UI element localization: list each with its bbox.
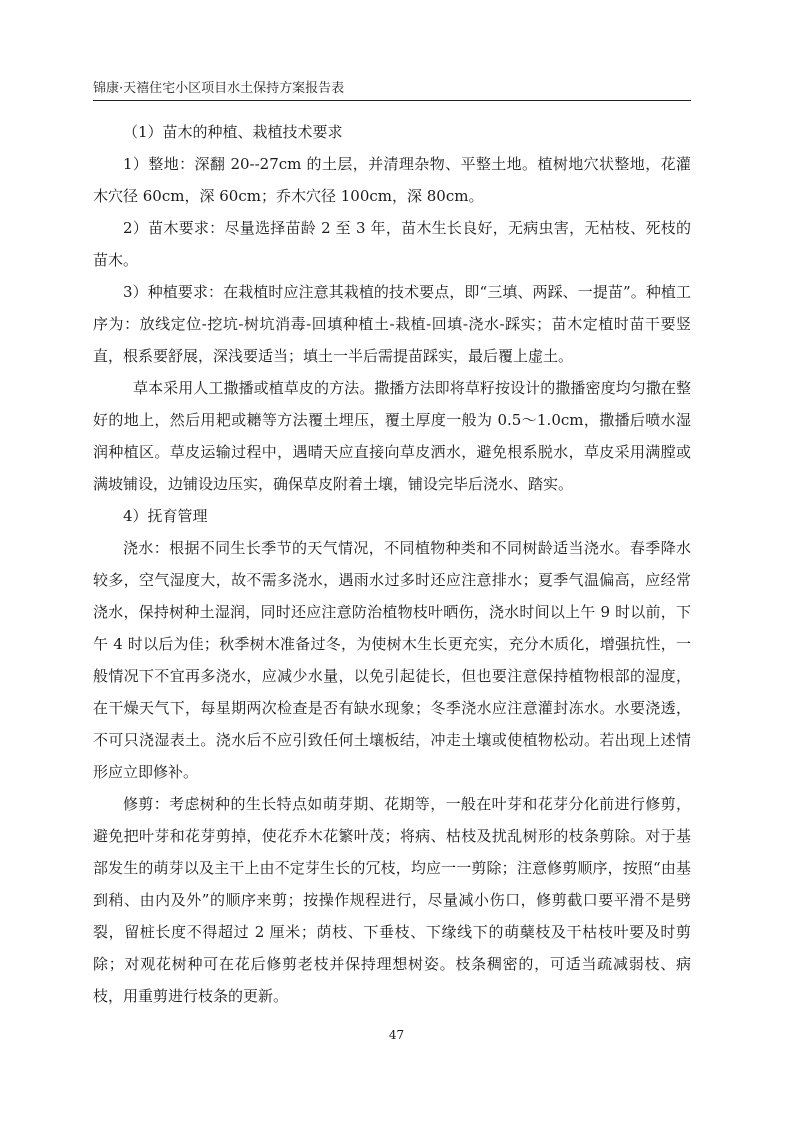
page-number: 47 — [388, 1028, 405, 1042]
paragraph-grass-sowing: 草本采用人工撒播或植草皮的方法。撒播方法即将草籽按设计的撒播密度均匀撒在整好的地上，然后用耙或耱等方法覆土埋压，覆土厚度一般为 0.5～1.0cm，撒播后喷水湿润种植区。草皮运输过程中，遇晴天应直接向草皮洒水，避免根系脱水，草皮采用满膛或满坡铺设，边铺设边压实，确保草皮附着土壤，铺设完毕后浇水、踏实。 — [93, 379, 691, 493]
paragraph-land-preparation: 1）整地：深翻 20--27cm 的土层，并清理杂物、平整土地。植树地穴状整地，花灌木穴径 60cm，深 60cm；乔木穴径 100cm，深 80cm。 — [93, 155, 691, 205]
document-header-title: 锦康·天禧住宅小区项目水土保持方案报告表 — [93, 81, 345, 96]
paragraph-pruning: 修剪：考虑树种的生长特点如萌芽期、花期等，一般在叶芽和花芽分化前进行修剪，避免把叶芽和花芽剪掉，使花乔木花繁叶茂；将病、枯枝及扰乱树形的枝条剪除。对于基部发生的萌芽以及主干上由不定芽生长的冗枝，均应一一剪除；注意修剪顺序，按照“由基到稍、由内及外”的顺序来剪；按操作规程进行，尽量减小伤口，修剪截口要平滑不是劈裂，留桩长度不得超过 2 厘米；荫枝、下垂枝、下缘线下的萌蘖枝及干枯枝叶要及时剪除；对观花树种可在花后修剪老枝并保持理想树姿。枝条稠密的，可适当疏减弱枝、病枝，用重剪进行枝条的更新。 — [93, 795, 691, 1005]
document-body — [93, 116, 691, 1012]
paragraph-planting-requirements: 3）种植要求：在栽植时应注意其栽植的技术要点，即“三填、两踩、一提苗”。种植工序为：放线定位-挖坑-树坑消毒-回填种植土-栽植-回填-浇水-踩实；苗木定植时苗干要竖直，根系要舒展，深浅要适当；填土一半后需提苗踩实，最后覆上虚土。 — [93, 283, 691, 365]
paragraph-watering: 浇水：根据不同生长季节的天气情况，不同植物种类和不同树龄适当浇水。春季降水较多，空气湿度大，故不需多浇水，遇雨水过多时还应注意排水；夏季气温偏高，应经常浇水，保持树种土湿润，同时还应注意防治植物枝叶晒伤，浇水时间以上午 9 时以前，下午 4 时以后为佳；秋季树木准备过冬，为使树木生长更充实，充分木质化，增强抗性，一般情况下不宜再多浇水，应减少水量，以免引起徒长，但也要注意保持植物根部的湿度，在干燥天气下，每星期两次检查是否有缺水现象；冬季浇水应注意灌封冻水。水要浇透，不可只浇湿表土。浇水后不应引致任何土壤板结，冲走土壤或使植物松动。若出现上述情形应立即修补。 — [93, 539, 691, 781]
paragraph-seedling-requirements: 2）苗木要求：尽量选择苗龄 2 至 3 年，苗木生长良好，无病虫害，无枯枝、死枝的苗木。 — [93, 219, 691, 269]
header-rule — [93, 100, 691, 101]
section-heading-tending-management: 4）抚育管理 — [123, 507, 208, 525]
section-heading-seedling-planting: （1）苗木的种植、栽植技术要求 — [123, 123, 343, 141]
